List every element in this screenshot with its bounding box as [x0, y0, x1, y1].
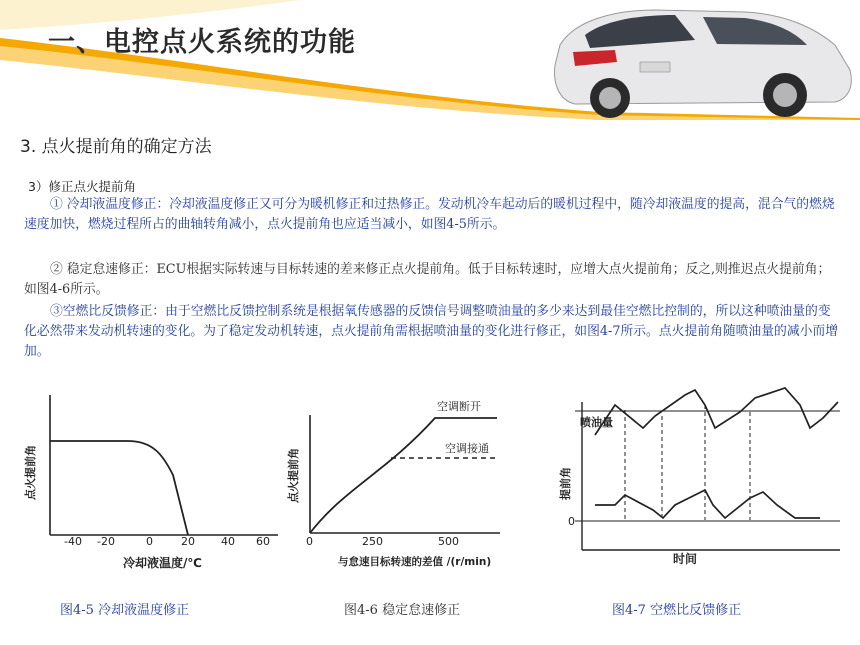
fig3-zero-tick: 0	[568, 515, 575, 528]
fig1-tick: -40	[64, 535, 82, 548]
fig1-tick: 40	[221, 535, 235, 548]
fig3-xlabel: 时间	[673, 552, 698, 566]
fig1-tick: 20	[181, 535, 195, 548]
coolant-curve	[50, 441, 188, 535]
fig1-tick: -20	[97, 535, 115, 548]
fig2-ylabel: 点火提前角	[287, 448, 300, 503]
caption-fig-4-5: 图4-5 冷却液温度修正	[60, 603, 190, 618]
paragraph-afr: ③空燃比反馈修正：由于空燃比反馈控制系统是根据氧传感器的反馈信号调整喷油量的多少来达到最佳空燃比控制的，所以这种喷油量的变化必然带来发动机转速的变化。为了稳定发动机转速，点火提前角需根据喷油量的变化进行修正，如图4-7所示。点火提前角随喷油量的减小而增加。	[24, 304, 839, 359]
paragraph-coolant: ① 冷却液温度修正：冷却液温度修正又可分为暖机修正和过热修正。发动机冷车起动后的暖机过程中，随冷却液温度的提高，混合气的燃烧速度加快，燃烧过程所占的曲轴转角减小，点火提前角也应适当减小，如图4-5所示。	[24, 197, 835, 232]
car-image	[545, 0, 860, 120]
fig1-ylabel: 点火提前角	[24, 445, 37, 500]
advance-curve	[595, 490, 820, 518]
subsection-title: 3）修正点火提前角	[28, 179, 136, 194]
figure-line	[599, 87, 621, 109]
figure-coolant-chart	[24, 385, 290, 580]
ac-off-curve	[310, 418, 497, 533]
figure-afr-chart	[555, 380, 850, 570]
figure-line	[640, 62, 670, 72]
fig1-tick: 60	[256, 535, 270, 548]
section-heading: 3. 点火提前角的确定方法	[20, 137, 212, 157]
ac-off-label: 空调断开	[437, 400, 481, 413]
figure-idle-chart	[285, 393, 520, 578]
caption-fig-4-7: 图4-7 空燃比反馈修正	[612, 603, 742, 618]
page-title: 一、电控点火系统的功能	[48, 27, 356, 58]
caption-fig-4-6: 图4-6 稳定怠速修正	[344, 603, 461, 618]
fig3-ylabel-injection: 喷油量	[580, 416, 613, 429]
fig2-xlabel: 与怠速目标转速的差值 /(r/min)	[338, 556, 492, 568]
fig2-tick: 250	[362, 535, 383, 548]
fig1-tick: 0	[146, 535, 153, 548]
injection-curve	[595, 388, 838, 435]
paragraph-idle: ② 稳定怠速修正：ECU根据实际转速与目标转速的差来修正点火提前角。低于目标转速时，应增大点火提前角；反之,则推迟点火提前角；如图4-6所示。	[24, 262, 831, 297]
fig2-tick: 0	[306, 535, 313, 548]
fig1-xlabel: 冷却液温度/℃	[123, 556, 202, 570]
fig2-tick: 500	[438, 535, 459, 548]
figure-line	[773, 83, 797, 107]
ac-on-label: 空调接通	[445, 442, 489, 455]
fig3-ylabel-advance: 提前角	[559, 467, 572, 500]
